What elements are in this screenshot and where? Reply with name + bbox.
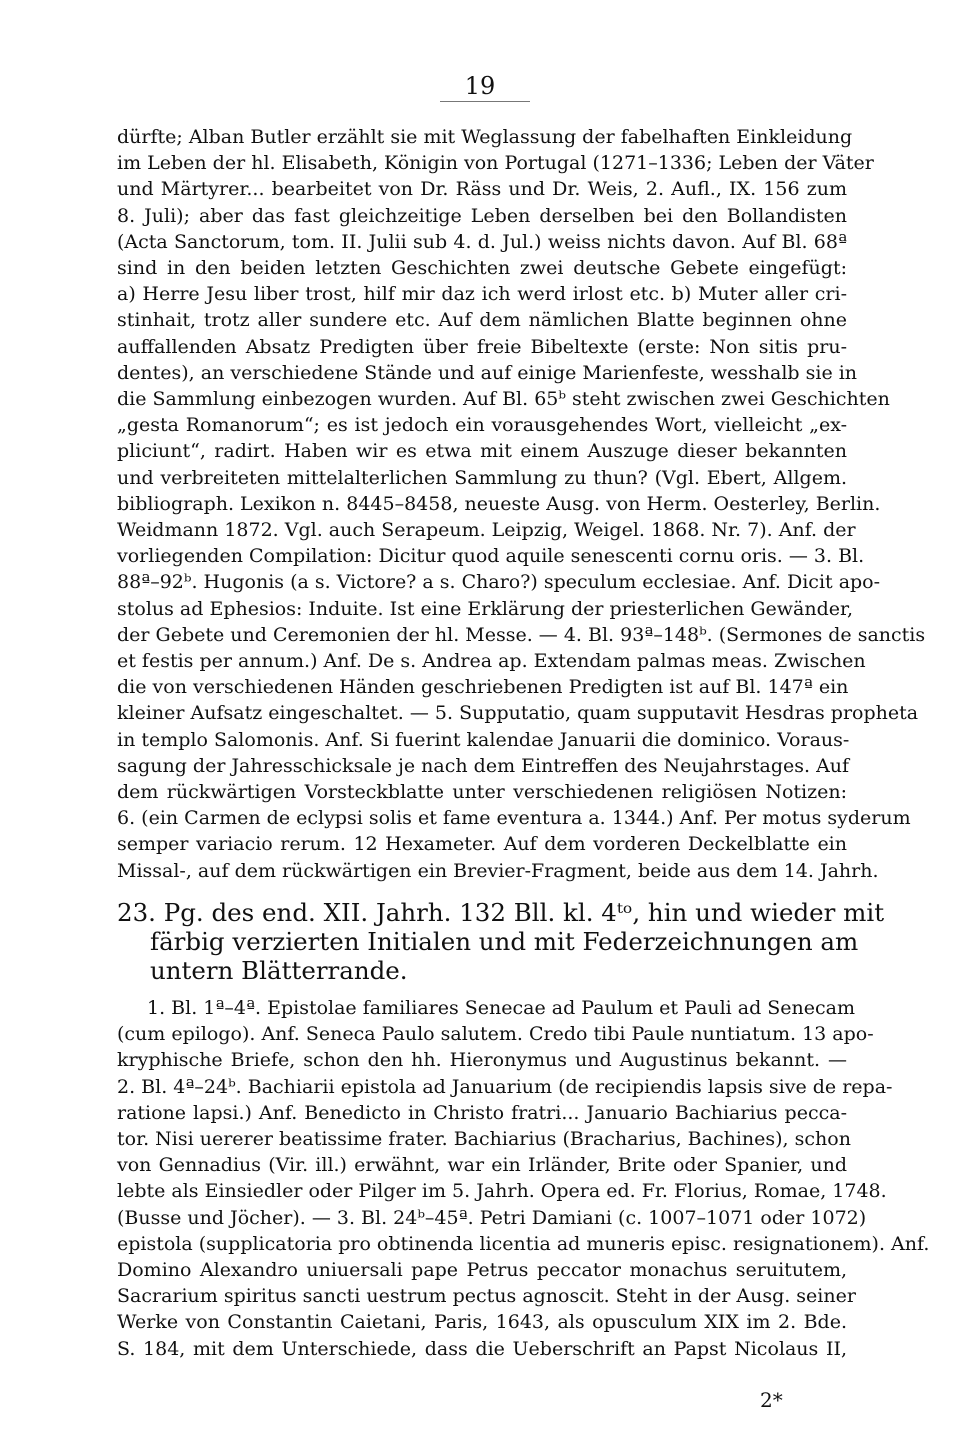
entry-body-line: S. 184, mit dem Unterschiede, dass die Ueberschrift an Papst Nicolaus II, — [117, 1337, 847, 1360]
header-rule — [440, 101, 530, 102]
top-block-line: auffallenden Absatz Predigten über freie Bibeltexte (erste: Non sitis pru- — [117, 335, 847, 358]
top-block-line: die von verschiedenen Händen geschriebenen Predigten ist auf Bl. 147ª ein — [117, 676, 849, 699]
top-block-line: in templo Salomonis. Anf. Si fuerint kalendae Januarii die dominico. Voraus- — [117, 728, 850, 751]
top-block-line: bibliograph. Lexikon n. 8445–8458, neueste Ausg. von Herm. Oesterley, Berlin. — [117, 492, 881, 515]
top-block-line: pliciunt“, radirt. Haben wir es etwa mit einem Auszuge dieser bekannten — [117, 440, 847, 463]
top-block-line: „gesta Romanorum“; es ist jedoch ein vorausgehendes Wort, vielleicht „ex- — [117, 414, 847, 437]
entry-body — [117, 995, 930, 1362]
entry-header — [117, 898, 885, 985]
entry-body-line: kryphische Briefe, schon den hh. Hieronymus und Augustinus bekannt. — — [117, 1049, 847, 1072]
entry-body-line: lebte als Einsiedler oder Pilger im 5. Jahrh. Opera ed. Fr. Florius, Romae, 1748. — [117, 1180, 887, 1203]
top-block-line: und verbreiteten mittelalterlichen Sammlung zu thun? (Vgl. Ebert, Allgem. — [117, 466, 847, 489]
entry-body-line: (Busse und Jöcher). — 3. Bl. 24ᵇ–45ª. Petri Damiani (c. 1007–1071 oder 1072) — [117, 1206, 867, 1229]
signature-mark: 2* — [760, 1388, 783, 1412]
top-block-line: (Acta Sanctorum, tom. II. Julii sub 4. d. Jul.) weiss nichts davon. Auf Bl. 68ª — [117, 230, 847, 253]
top-block-line: a) Herre Jesu liber trost, hilf mir daz ich werd irlost etc. b) Muter aller cri- — [117, 283, 847, 306]
entry-body-line: Sacrarium spiritus sancti uestrum pectus agnoscit. Steht in der Ausg. seiner — [117, 1285, 856, 1308]
entry-body-line: 1. Bl. 1ª–4ª. Epistolae familiares Senecae ad Paulum et Pauli ad Senecam — [147, 997, 856, 1019]
entry-header-line: untern Blätterrande. — [150, 956, 408, 985]
top-block-line: 88ª–92ᵇ. Hugonis (a s. Victore? a s. Charo?) speculum ecclesiae. Anf. Dicit apo- — [117, 571, 881, 594]
top-block-line: stinhait, trotz aller sundere etc. Auf dem nämlichen Blatte beginnen ohne — [117, 309, 847, 332]
page-number: 19 — [464, 72, 496, 100]
top-block-line: die Sammlung einbezogen wurden. Auf Bl. 65ᵇ steht zwischen zwei Geschichten — [117, 388, 890, 411]
entry-body-line: tor. Nisi uererer beatissime frater. Bachiarius (Bracharius, Bachines), schon — [117, 1128, 851, 1151]
top-block-line: semper variacio rerum. 12 Hexameter. Auf dem vorderen Deckelblatte ein — [117, 833, 847, 856]
entry-body-line: (cum epilogo). Anf. Seneca Paulo salutem. Credo tibi Paule nuntiatum. 13 apo- — [117, 1023, 874, 1046]
entry-body-line: ratione lapsi.) Anf. Benedicto in Christo fratri... Januario Bachiarius pecca- — [117, 1101, 847, 1124]
top-block-line: der Gebete und Ceremonien der hl. Messe. — 4. Bl. 93ª–148ᵇ. (Sermones de sanctis — [117, 623, 926, 646]
top-block-line: 8. Juli); aber das fast gleichzeitige Leben derselben bei den Bollandisten — [117, 204, 847, 227]
entry-body-line: 2. Bl. 4ª–24ᵇ. Bachiarii epistola ad Januarium (de recipiendis lapsis sive de repa- — [117, 1075, 893, 1098]
top-block-line: dürfte; Alban Butler erzählt sie mit Weglassung der fabelhaften Einkleidung — [117, 126, 853, 148]
top-block-line: dem rückwärtigen Vorsteckblatte unter verschiedenen religiösen Notizen: — [117, 781, 847, 804]
top-block-line: im Leben der hl. Elisabeth, Königin von Portugal (1271–1336; Leben der Väter — [117, 152, 874, 175]
top-block-line: sind in den beiden letzten Geschichten zwei deutsche Gebete eingefügt: — [117, 257, 847, 280]
top-block-line: vorliegenden Compilation: Dicitur quod aquile senescenti cornu oris. — 3. Bl. — [117, 545, 865, 568]
top-paragraph — [117, 124, 926, 884]
top-block-line: sagung der Jahresschicksale je nach dem Eintreffen des Neujahrstages. Auf — [117, 754, 850, 777]
entry-body-line: Werke von Constantin Caietani, Paris, 1643, als opusculum XIX im 2. Bde. — [117, 1311, 847, 1334]
entry-header-line: färbig verzierten Initialen und mit Federzeichnungen am — [150, 927, 859, 956]
top-block-line: und Märtyrer... bearbeitet von Dr. Räss und Dr. Weis, 2. Aufl., IX. 156 zum — [117, 178, 847, 201]
top-block-line: Missal-, auf dem rückwärtigen ein Brevier-Fragment, beide aus dem 14. Jahrh. — [117, 859, 879, 882]
top-block-line: et festis per annum.) Anf. De s. Andrea ap. Extendam palmas meas. Zwischen — [117, 650, 866, 673]
entry-header-line: 23. Pg. des end. XII. Jahrh. 132 Bll. kl. 4ᵗᵒ, hin und wieder mit — [117, 898, 885, 927]
top-block-line: dentes), an verschiedene Stände und auf einige Marienfeste, wesshalb sie in — [117, 361, 858, 384]
entry-body-line: epistola (supplicatoria pro obtinenda licentia ad muneris episc. resignationem). Anf. — [117, 1232, 930, 1255]
top-block-line: kleiner Aufsatz eingeschaltet. — 5. Supputatio, quam supputavit Hesdras propheta — [117, 702, 919, 725]
entry-body-line: Domino Alexandro uniuersali pape Petrus peccator monachus seruitutem, — [117, 1259, 847, 1282]
top-block-line: stolus ad Ephesios: Induite. Ist eine Erklärung der priesterlichen Gewänder, — [117, 597, 854, 620]
top-block-line: 6. (ein Carmen de eclypsi solis et fame eventura a. 1344.) Anf. Per motus syderum — [117, 807, 911, 830]
top-block-line: Weidmann 1872. Vgl. auch Serapeum. Leipzig, Weigel. 1868. Nr. 7). Anf. der — [117, 519, 856, 542]
entry-body-line: von Gennadius (Vir. ill.) erwähnt, war ein Irländer, Brite oder Spanier, und — [117, 1154, 847, 1177]
